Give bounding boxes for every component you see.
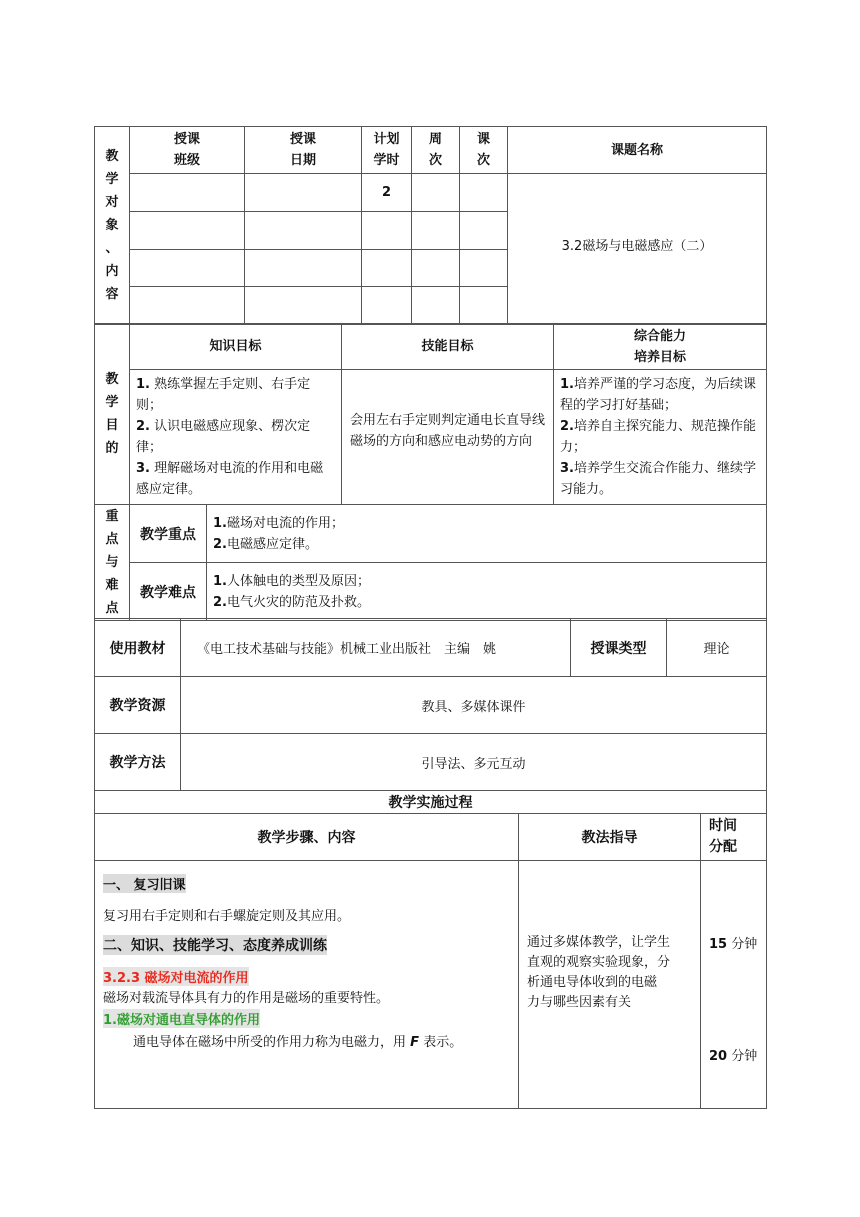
difficult-item: 1.人体触电的类型及原因；	[213, 573, 370, 589]
subsection-title: 3.2.3 磁场对电流的作用	[103, 967, 249, 986]
ability-item: 3.培养学生交流合作能力、继续学习能力。	[560, 461, 756, 497]
date-cell	[245, 250, 362, 287]
steps-content	[95, 861, 519, 1109]
hours-cell	[362, 250, 412, 287]
goals-side-label: 教 学 目 的	[95, 324, 130, 505]
topic-value: 3.2磁场与电磁感应（二）	[508, 174, 767, 325]
difficult-point-content	[207, 563, 767, 621]
date-cell	[245, 174, 362, 212]
knowledge-header: 知识目标	[130, 324, 342, 370]
knowledge-goals	[130, 370, 342, 505]
time-content	[701, 861, 767, 1109]
ability-header: 综合能力 培养目标	[554, 324, 767, 370]
lesson-type-value: 理论	[667, 619, 767, 677]
subsection-text: 磁场对载流导体具有力的作用是磁场的重要特性。	[103, 991, 390, 1006]
class-cell	[130, 287, 245, 325]
time-slot-1: 15 分钟	[709, 937, 758, 952]
ability-item: 2.培养自主探究能力、规范操作能力；	[560, 419, 756, 455]
knowledge-item: 2. 认识电磁感应现象、楞次定律；	[136, 419, 311, 455]
difficult-point-label: 教学难点	[130, 563, 207, 621]
section1-title: 一、 复习旧课	[103, 874, 186, 893]
week-cell	[412, 287, 460, 325]
time-header: 时间 分配	[701, 814, 767, 861]
week-cell	[412, 212, 460, 250]
date-cell	[245, 287, 362, 325]
ability-goals	[554, 370, 767, 505]
week-header: 周 次	[412, 127, 460, 174]
process-title: 教学实施过程	[95, 791, 767, 814]
knowledge-item: 3. 理解磁场对电流的作用和电磁感应定律。	[136, 461, 324, 497]
point1-text: 通电导体在磁场中所受的作用力称为电磁力，用 F 表示。	[133, 1035, 463, 1050]
class-cell	[130, 212, 245, 250]
key-point-label: 教学重点	[130, 505, 207, 563]
lesson-cell	[460, 174, 508, 212]
time-slot-2: 20 分钟	[709, 1049, 758, 1064]
object-side-label: 教 学 对 象 、 内 容	[95, 127, 130, 325]
skill-goals: 会用左右手定则判定通电长直导线磁场的方向和感应电动势的方向	[342, 370, 554, 505]
date-header: 授课 日期	[245, 127, 362, 174]
section2-title: 二、知识、技能学习、态度养成训练	[103, 935, 327, 955]
knowledge-item: 1. 熟练掌握左手定则、右手定则；	[136, 377, 311, 413]
lesson-cell	[460, 250, 508, 287]
info-table	[94, 618, 767, 791]
class-cell	[130, 174, 245, 212]
textbook-value: 《电工技术基础与技能》机械工业出版社 主编 姚	[181, 619, 571, 677]
goals-table	[94, 323, 767, 505]
lesson-type-label: 授课类型	[571, 619, 667, 677]
guidance-content: 通过多媒体教学，让学生 直观的观察实验现象，分 析通电导体收到的电磁 力与哪些因素有关	[519, 861, 701, 1109]
section1-text: 复习用右手定则和右手螺旋定则及其应用。	[103, 909, 351, 924]
lesson-cell	[460, 212, 508, 250]
lesson-header: 课 次	[460, 127, 508, 174]
methods-label: 教学方法	[95, 734, 181, 791]
process-table	[94, 790, 767, 1109]
class-cell	[130, 250, 245, 287]
key-item: 2.电磁感应定律。	[213, 536, 318, 552]
steps-header: 教学步骤、内容	[95, 814, 519, 861]
key-points-table	[94, 504, 767, 621]
planned-hours-value: 2	[362, 174, 412, 212]
object-table	[94, 126, 767, 325]
lesson-cell	[460, 287, 508, 325]
hours-cell	[362, 287, 412, 325]
class-header: 授课 班级	[130, 127, 245, 174]
week-cell	[412, 250, 460, 287]
skill-header: 技能目标	[342, 324, 554, 370]
planned-hours-header: 计划 学时	[362, 127, 412, 174]
hours-cell	[362, 212, 412, 250]
resources-label: 教学资源	[95, 677, 181, 734]
key-points-side-label: 重 点 与 难 点	[95, 505, 130, 621]
topic-header: 课题名称	[508, 127, 767, 174]
methods-value: 引导法、多元互动	[181, 734, 767, 791]
point1-title: 1.磁场对通电直导体的作用	[103, 1009, 260, 1028]
key-item: 1.磁场对电流的作用；	[213, 515, 344, 531]
ability-item: 1.培养严谨的学习态度，为后续课程的学习打好基础；	[560, 377, 756, 413]
difficult-item: 2.电气火灾的防范及扑救。	[213, 594, 370, 610]
week-cell	[412, 174, 460, 212]
key-point-content	[207, 505, 767, 563]
guidance-header: 教法指导	[519, 814, 701, 861]
date-cell	[245, 212, 362, 250]
resources-value: 教具、多媒体课件	[181, 677, 767, 734]
textbook-label: 使用教材	[95, 619, 181, 677]
